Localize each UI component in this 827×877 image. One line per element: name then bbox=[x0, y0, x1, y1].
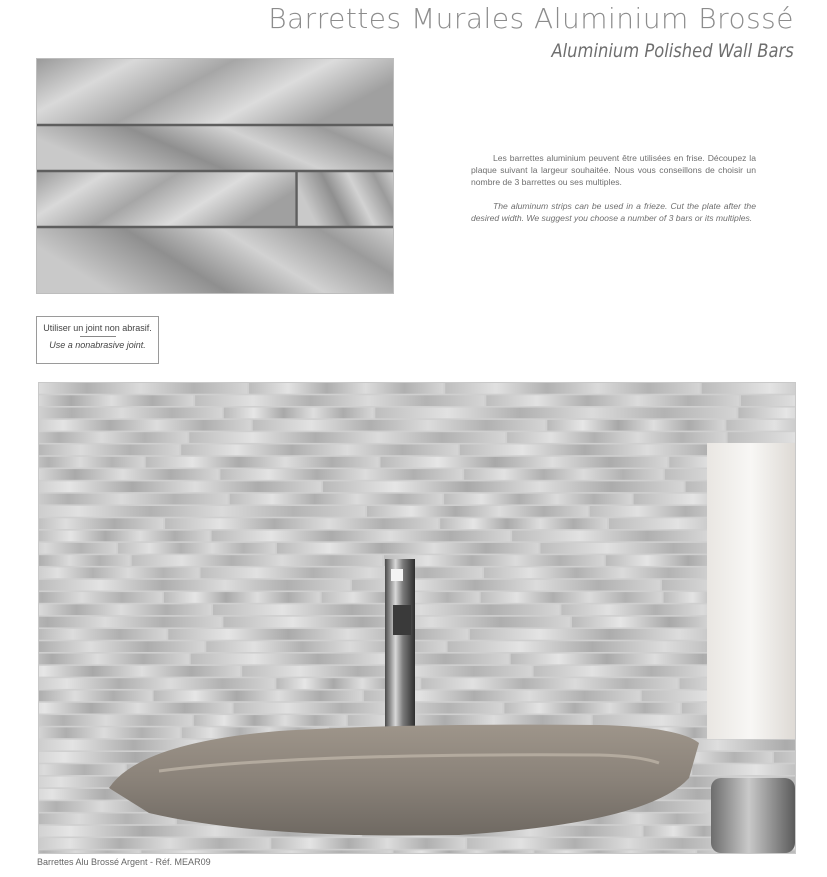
wall-bar bbox=[168, 629, 468, 640]
wall-bar bbox=[249, 383, 443, 394]
wall-bar bbox=[39, 629, 166, 640]
wall-bar bbox=[486, 395, 739, 406]
wall-bar bbox=[39, 408, 222, 419]
wall-bar bbox=[421, 678, 677, 689]
wall-bar bbox=[39, 678, 274, 689]
wall-bar bbox=[253, 420, 546, 431]
wall-bar bbox=[381, 457, 668, 468]
wall-bar bbox=[726, 420, 795, 431]
wall-bar bbox=[201, 568, 483, 579]
wall-bar bbox=[39, 654, 189, 665]
wall-bar bbox=[191, 654, 509, 665]
wall-bar bbox=[118, 543, 275, 554]
wall-bar bbox=[741, 395, 795, 406]
bathroom-photo bbox=[38, 382, 796, 854]
bathroom-illustration bbox=[39, 383, 795, 853]
product-description bbox=[471, 152, 756, 224]
wall-bar bbox=[194, 715, 346, 726]
wall-bar bbox=[323, 481, 684, 492]
wall-bar bbox=[189, 432, 505, 443]
wall-bar bbox=[39, 604, 211, 615]
wall-bar bbox=[39, 641, 204, 652]
wall-bar bbox=[39, 715, 192, 726]
wall-bar bbox=[39, 481, 321, 492]
wall-bar bbox=[39, 395, 193, 406]
wall-bar bbox=[348, 715, 591, 726]
wall-bar bbox=[484, 568, 715, 579]
wall-bar bbox=[464, 469, 663, 480]
wall-bar bbox=[230, 494, 442, 505]
wall-bar bbox=[39, 580, 350, 591]
wall-bar bbox=[39, 691, 152, 702]
wall-bar bbox=[165, 518, 438, 529]
wall-bar bbox=[39, 727, 180, 738]
faucet-highlight bbox=[391, 569, 403, 581]
joint-note-fr: Utiliser un joint non abrasif. bbox=[43, 323, 152, 333]
wall-bar bbox=[534, 850, 695, 853]
page-title: Barrettes Murales Aluminium Brossé bbox=[268, 2, 794, 35]
wall-bar bbox=[39, 568, 198, 579]
wall-bar bbox=[39, 506, 365, 517]
wall-bar bbox=[367, 506, 588, 517]
product-closeup-image bbox=[36, 58, 394, 294]
wall-bar bbox=[212, 531, 511, 542]
wall-bar bbox=[39, 666, 240, 677]
wall-bar bbox=[234, 703, 503, 714]
joint-note-en: Use a nonabrasive joint. bbox=[49, 340, 146, 350]
description-fr: Les barrettes aluminium peuvent être utilisées en frise. Découpez la plaque suivant la largeur souhaitée. Nous vous conseillons de choisir un nombre de 3 barrettes ou ses multiples. bbox=[471, 153, 756, 187]
wall-bar bbox=[39, 543, 116, 554]
wall-bar bbox=[271, 838, 465, 849]
wall-bar bbox=[195, 395, 484, 406]
wall-bar bbox=[224, 408, 373, 419]
wall-bar bbox=[39, 764, 125, 775]
image-caption: Barrettes Alu Brossé Argent - Réf. MEAR09 bbox=[37, 857, 211, 867]
wall-bar bbox=[39, 703, 232, 714]
faucet-handle bbox=[393, 605, 411, 635]
wall-bar bbox=[444, 494, 631, 505]
wall-bar bbox=[504, 703, 680, 714]
wall-bar bbox=[445, 383, 700, 394]
lamp-shade bbox=[707, 443, 795, 739]
wall-bar bbox=[375, 408, 736, 419]
wall-bar bbox=[39, 469, 218, 480]
wall-bar bbox=[39, 850, 139, 853]
wall-bar bbox=[507, 432, 725, 443]
wall-bar bbox=[39, 531, 210, 542]
wall-bar bbox=[738, 408, 795, 419]
wall-bar bbox=[774, 752, 795, 763]
lamp-base bbox=[711, 778, 795, 853]
wall-bar bbox=[39, 383, 247, 394]
wall-bar bbox=[547, 420, 724, 431]
wall-bar bbox=[39, 814, 175, 825]
wall-bar bbox=[39, 445, 179, 456]
wall-bar bbox=[728, 432, 795, 443]
description-en: The aluminum strips can be used in a frieze. Cut the plate after the desired width. We suggest you choose a number of 3 bars or its multiples. bbox=[471, 201, 756, 223]
wall-bar bbox=[220, 469, 462, 480]
wall-bar bbox=[164, 592, 320, 603]
wall-bar bbox=[132, 555, 382, 566]
joint-note-box bbox=[36, 316, 159, 364]
wall-bar bbox=[39, 838, 269, 849]
wall-bar bbox=[692, 764, 795, 775]
wall-bar bbox=[467, 838, 736, 849]
wall-bar bbox=[440, 518, 607, 529]
wall-bar bbox=[141, 850, 391, 853]
page-subtitle: Aluminium Polished Wall Bars bbox=[551, 40, 794, 62]
wall-bar bbox=[39, 432, 187, 443]
closeup-illustration bbox=[37, 59, 393, 293]
wall-bar bbox=[39, 420, 251, 431]
wall-bar bbox=[39, 518, 163, 529]
wall-bar bbox=[277, 543, 539, 554]
wall-bar bbox=[39, 494, 228, 505]
joint-note-divider bbox=[80, 336, 116, 337]
wall-bar bbox=[154, 691, 362, 702]
faucet bbox=[385, 559, 415, 747]
wall-bar bbox=[384, 555, 604, 566]
wall-bar bbox=[481, 592, 662, 603]
wall-bar bbox=[394, 850, 533, 853]
wall-bar bbox=[39, 555, 130, 566]
wall-bar bbox=[39, 617, 221, 628]
wall-bar bbox=[702, 383, 795, 394]
wall-bar bbox=[39, 592, 162, 603]
wall-bar bbox=[39, 457, 144, 468]
wall-bar bbox=[146, 457, 379, 468]
wall-bar bbox=[181, 445, 458, 456]
